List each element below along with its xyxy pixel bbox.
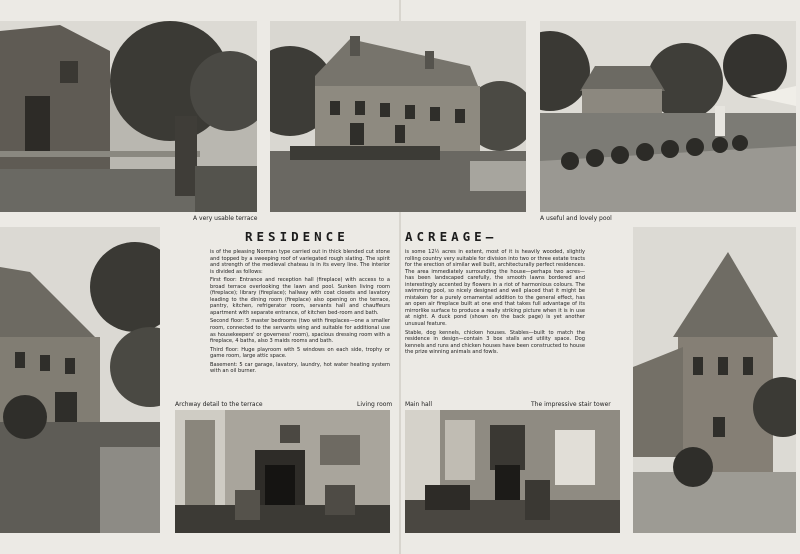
residence-paragraph: First floor: Entrance and reception hall (fireplace) with access to a broad terrace overlooking the lawn and pool. Sunken living room (fireplace); library (fireplace); hallway with coat closets and lavatory leading to the dining room (fireplace) also opening on the terrace, pantry, kitchen, refrigerator room, servants hall and chauffeurs apartment with separate entrance, of kitchen bed-room and bath. [210, 277, 390, 316]
acreage-paragraph: is some 12½ acres in extent, most of it is heavily wooded, slightly rolling country very suitable for division into two or three estate tracts for the erection of similar well built, architecturally perfect residences. The area immediately surrounding the house—perhaps two acres—has been landscaped carefully, the smooth lawns bordered and interestingly accented by flowers in a riot of harmonious colours. The swimming pool, so nicely designed and well placed that it might be mistaken for a purely ornamental addition to the general effect, has an open air fireplace built at one end that takes full advantage of its mirrorlike surface to produce a really striking picture when it is in use at night. A duck pond (shown on the back page) is yet another unusual feature. [405, 249, 585, 328]
heading-residence: RESIDENCE [245, 229, 349, 244]
photo-main-hall [405, 410, 620, 533]
residence-paragraph: Second floor: 5 master bedrooms (two with fireplaces—one a smaller room, connected to the servants wing and suitable for additional use as housekeepers' or governess' room), spacious dressing room with a fireplace, 4 baths, also 3 maids rooms and bath. [210, 318, 390, 345]
acreage-description [405, 249, 585, 358]
photo-pool [540, 21, 796, 212]
photo-terrace [0, 21, 257, 212]
residence-paragraph: is of the pleasing Norman type carried out in thick blended cut stone and topped by a sweeping roof of variegated rough slating. The spirit and strength of the medieval chateau is in its every line. The interior is divided as follows: [210, 249, 390, 275]
heading-acreage-text: ACREAGE [405, 229, 486, 244]
photo-living-room [175, 410, 390, 533]
caption-living-room: Living room [357, 401, 393, 408]
caption-terrace: A very usable terrace [193, 215, 258, 222]
photo-stair-tower [633, 227, 796, 533]
residence-paragraph: Third floor: Huge playroom with 5 windows on each side, trophy or game room, large attic space. [210, 346, 390, 360]
heading-acreage-dash: — [485, 229, 498, 244]
photo-archway-detail [0, 227, 160, 533]
photo-house-exterior [270, 21, 526, 212]
residence-description [210, 249, 390, 377]
acreage-paragraph: Stable, dog kennels, chicken houses. Stables—built to match the residence in design—contain 3 box stalls and utility space. Dog kennels and runs and chicken houses have been constructed to house the prize winning animals and fowls. [405, 329, 585, 356]
caption-pool: A useful and lovely pool [540, 215, 612, 222]
heading-acreage [405, 229, 497, 244]
caption-main-hall: Main hall [405, 401, 433, 408]
residence-paragraph: Basement: 5 car garage, lavatory, laundry, hot water heating system with an oil burner. [210, 361, 390, 375]
caption-archway: Archway detail to the terrace [175, 401, 263, 408]
caption-stair-tower: The impressive stair tower [531, 401, 611, 408]
